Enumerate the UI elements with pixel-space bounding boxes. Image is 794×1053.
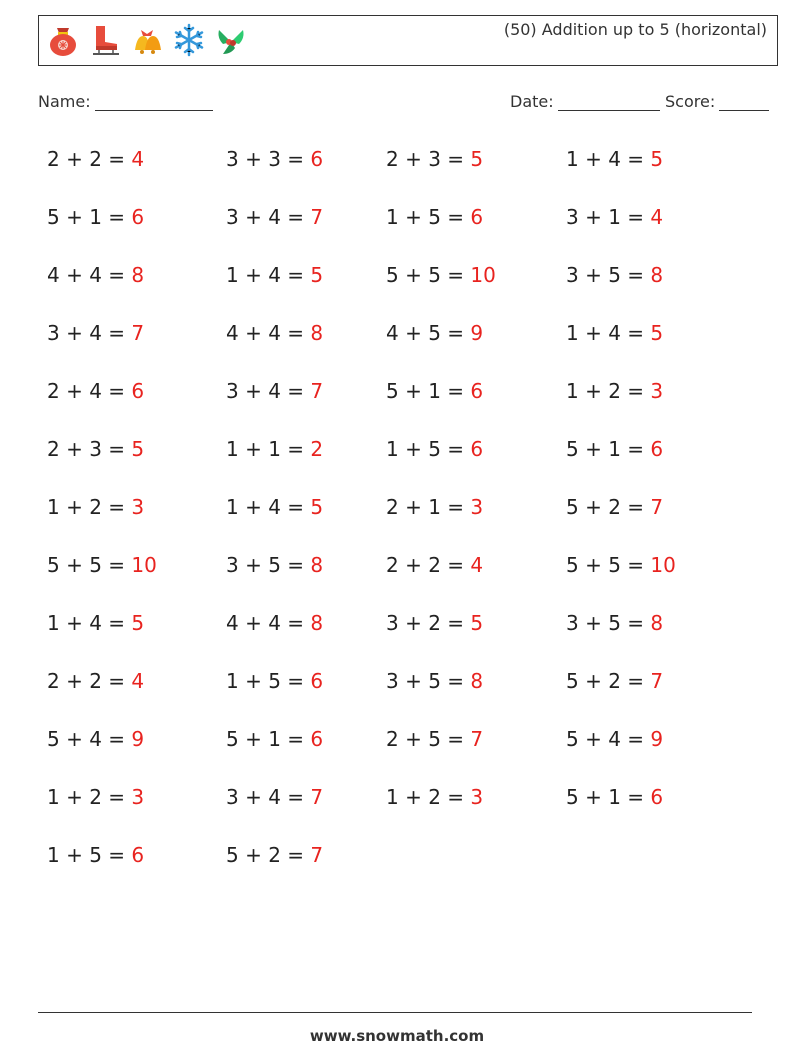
problem-item bbox=[566, 553, 676, 577]
problem-answer: 8 bbox=[650, 263, 664, 287]
problem-answer: 6 bbox=[131, 205, 145, 229]
problem-answer: 3 bbox=[650, 379, 664, 403]
problem-item bbox=[47, 669, 144, 693]
bells-icon bbox=[129, 22, 165, 58]
problem-item bbox=[47, 205, 144, 229]
problem-item bbox=[566, 727, 663, 751]
problem-expression: 5 + 1 = bbox=[566, 437, 651, 461]
problem-answer: 5 bbox=[131, 437, 145, 461]
problem-expression: 1 + 1 = bbox=[226, 437, 311, 461]
score-blank bbox=[719, 93, 769, 111]
problem-item bbox=[47, 379, 144, 403]
problem-answer: 5 bbox=[131, 611, 145, 635]
problem-answer: 6 bbox=[131, 843, 145, 867]
problem-item bbox=[47, 843, 144, 867]
score-label: Score: bbox=[665, 92, 716, 111]
problem-answer: 5 bbox=[310, 263, 324, 287]
problem-expression: 2 + 4 = bbox=[47, 379, 132, 403]
problem-item bbox=[226, 669, 323, 693]
worksheet-title: (50) Addition up to 5 (horizontal) bbox=[503, 20, 767, 39]
problem-expression: 1 + 2 = bbox=[386, 785, 471, 809]
problem-answer: 7 bbox=[310, 379, 324, 403]
problem-item bbox=[566, 785, 663, 809]
problem-expression: 5 + 4 = bbox=[47, 727, 132, 751]
problem-answer: 9 bbox=[650, 727, 664, 751]
problem-item bbox=[226, 379, 323, 403]
problem-item bbox=[47, 553, 157, 577]
problem-expression: 5 + 5 = bbox=[566, 553, 651, 577]
problem-expression: 5 + 1 = bbox=[566, 785, 651, 809]
problem-answer: 7 bbox=[131, 321, 145, 345]
problem-answer: 3 bbox=[131, 495, 145, 519]
problem-item bbox=[47, 437, 144, 461]
footer-url: www.snowmath.com bbox=[309, 1027, 485, 1045]
problem-answer: 6 bbox=[470, 437, 484, 461]
problem-expression: 2 + 2 = bbox=[386, 553, 471, 577]
problem-answer: 6 bbox=[310, 669, 324, 693]
problem-expression: 4 + 5 = bbox=[386, 321, 471, 345]
date-blank bbox=[558, 93, 660, 111]
problem-answer: 8 bbox=[470, 669, 484, 693]
problem-answer: 8 bbox=[310, 611, 324, 635]
problem-answer: 8 bbox=[310, 553, 324, 577]
problem-answer: 3 bbox=[470, 495, 484, 519]
problem-item bbox=[47, 727, 144, 751]
problem-expression: 1 + 5 = bbox=[386, 205, 471, 229]
problem-item bbox=[47, 263, 144, 287]
problem-expression: 3 + 4 = bbox=[226, 785, 311, 809]
problem-expression: 4 + 4 = bbox=[47, 263, 132, 287]
name-field bbox=[38, 92, 213, 111]
problem-answer: 10 bbox=[650, 553, 676, 577]
problem-expression: 1 + 5 = bbox=[47, 843, 132, 867]
problem-expression: 2 + 3 = bbox=[386, 147, 471, 171]
problem-answer: 5 bbox=[310, 495, 324, 519]
footer-divider bbox=[38, 1012, 752, 1013]
problem-expression: 5 + 4 = bbox=[566, 727, 651, 751]
problem-item bbox=[226, 727, 323, 751]
problem-item bbox=[47, 785, 144, 809]
snowflake-icon bbox=[171, 22, 207, 58]
problem-expression: 4 + 4 = bbox=[226, 611, 311, 635]
problem-expression: 3 + 2 = bbox=[386, 611, 471, 635]
problem-item bbox=[386, 379, 483, 403]
header-icons bbox=[45, 22, 249, 60]
problem-expression: 5 + 5 = bbox=[386, 263, 471, 287]
problem-answer: 5 bbox=[650, 321, 664, 345]
problem-answer: 2 bbox=[310, 437, 324, 461]
problem-item bbox=[386, 321, 483, 345]
problem-item bbox=[566, 669, 663, 693]
problem-answer: 3 bbox=[470, 785, 484, 809]
problem-expression: 5 + 2 = bbox=[226, 843, 311, 867]
problem-answer: 5 bbox=[470, 611, 484, 635]
problem-item bbox=[226, 611, 323, 635]
problem-expression: 2 + 5 = bbox=[386, 727, 471, 751]
problem-item bbox=[47, 611, 144, 635]
gift-sack-icon bbox=[45, 22, 81, 58]
problem-item bbox=[226, 205, 323, 229]
problem-item bbox=[226, 843, 323, 867]
problem-answer: 8 bbox=[131, 263, 145, 287]
problem-expression: 1 + 4 = bbox=[226, 263, 311, 287]
problem-expression: 2 + 2 = bbox=[47, 669, 132, 693]
problem-item bbox=[386, 437, 483, 461]
problem-item bbox=[226, 321, 323, 345]
problem-item bbox=[386, 669, 483, 693]
problem-item bbox=[566, 263, 663, 287]
problem-expression: 3 + 4 = bbox=[226, 379, 311, 403]
problem-answer: 7 bbox=[310, 205, 324, 229]
problem-answer: 9 bbox=[470, 321, 484, 345]
problem-answer: 7 bbox=[650, 495, 664, 519]
problem-item bbox=[226, 553, 323, 577]
problem-item bbox=[226, 495, 323, 519]
problem-item bbox=[566, 437, 663, 461]
name-blank bbox=[95, 93, 213, 111]
problem-item bbox=[566, 321, 663, 345]
problem-answer: 6 bbox=[470, 379, 484, 403]
problem-expression: 1 + 5 = bbox=[386, 437, 471, 461]
date-field bbox=[510, 92, 660, 111]
problem-answer: 8 bbox=[650, 611, 664, 635]
ice-skate-icon bbox=[87, 22, 123, 58]
worksheet-header bbox=[38, 15, 778, 66]
problem-item bbox=[386, 553, 483, 577]
problem-expression: 4 + 4 = bbox=[226, 321, 311, 345]
problem-expression: 1 + 4 = bbox=[566, 147, 651, 171]
problem-expression: 2 + 1 = bbox=[386, 495, 471, 519]
problem-item bbox=[386, 205, 483, 229]
problem-item bbox=[386, 785, 483, 809]
problem-item bbox=[386, 611, 483, 635]
holly-icon bbox=[213, 22, 249, 58]
problem-answer: 8 bbox=[310, 321, 324, 345]
problem-expression: 5 + 5 = bbox=[47, 553, 132, 577]
problem-answer: 6 bbox=[470, 205, 484, 229]
problem-item bbox=[47, 147, 144, 171]
problem-expression: 3 + 4 = bbox=[226, 205, 311, 229]
problem-item bbox=[566, 147, 663, 171]
problem-item bbox=[386, 263, 496, 287]
problem-expression: 2 + 3 = bbox=[47, 437, 132, 461]
problem-item bbox=[226, 147, 323, 171]
problem-answer: 7 bbox=[470, 727, 484, 751]
problem-expression: 3 + 5 = bbox=[226, 553, 311, 577]
problem-answer: 4 bbox=[650, 205, 664, 229]
problem-expression: 3 + 3 = bbox=[226, 147, 311, 171]
problem-expression: 3 + 5 = bbox=[386, 669, 471, 693]
problem-item bbox=[566, 379, 663, 403]
problem-expression: 1 + 4 = bbox=[226, 495, 311, 519]
problem-expression: 2 + 2 = bbox=[47, 147, 132, 171]
problem-item bbox=[566, 205, 663, 229]
problem-answer: 7 bbox=[310, 785, 324, 809]
problem-answer: 6 bbox=[131, 379, 145, 403]
problem-answer: 4 bbox=[470, 553, 484, 577]
problem-expression: 3 + 5 = bbox=[566, 611, 651, 635]
problem-answer: 6 bbox=[650, 785, 664, 809]
problem-answer: 3 bbox=[131, 785, 145, 809]
problem-answer: 5 bbox=[470, 147, 484, 171]
problem-item bbox=[47, 321, 144, 345]
problem-expression: 3 + 1 = bbox=[566, 205, 651, 229]
problem-answer: 10 bbox=[131, 553, 157, 577]
date-label: Date: bbox=[510, 92, 554, 111]
problem-expression: 3 + 5 = bbox=[566, 263, 651, 287]
problem-expression: 1 + 2 = bbox=[47, 785, 132, 809]
problem-item bbox=[47, 495, 144, 519]
problem-item bbox=[226, 785, 323, 809]
problem-answer: 6 bbox=[310, 147, 324, 171]
problem-answer: 7 bbox=[650, 669, 664, 693]
problem-answer: 10 bbox=[470, 263, 496, 287]
problem-item bbox=[386, 147, 483, 171]
problem-item bbox=[566, 611, 663, 635]
problem-item bbox=[226, 263, 323, 287]
problem-expression: 3 + 4 = bbox=[47, 321, 132, 345]
problem-expression: 5 + 1 = bbox=[386, 379, 471, 403]
problem-expression: 1 + 4 = bbox=[566, 321, 651, 345]
problem-answer: 5 bbox=[650, 147, 664, 171]
problem-answer: 4 bbox=[131, 147, 145, 171]
problem-expression: 5 + 1 = bbox=[226, 727, 311, 751]
problem-answer: 6 bbox=[650, 437, 664, 461]
score-field bbox=[665, 92, 769, 111]
problem-expression: 5 + 2 = bbox=[566, 669, 651, 693]
problem-expression: 5 + 2 = bbox=[566, 495, 651, 519]
problem-expression: 1 + 2 = bbox=[47, 495, 132, 519]
name-label: Name: bbox=[38, 92, 91, 111]
problem-expression: 1 + 5 = bbox=[226, 669, 311, 693]
problem-item bbox=[386, 727, 483, 751]
problem-answer: 7 bbox=[310, 843, 324, 867]
problem-expression: 1 + 2 = bbox=[566, 379, 651, 403]
problem-answer: 4 bbox=[131, 669, 145, 693]
problem-answer: 9 bbox=[131, 727, 145, 751]
problem-item bbox=[386, 495, 483, 519]
problem-answer: 6 bbox=[310, 727, 324, 751]
problem-item bbox=[566, 495, 663, 519]
problem-item bbox=[226, 437, 323, 461]
problem-expression: 5 + 1 = bbox=[47, 205, 132, 229]
problem-expression: 1 + 4 = bbox=[47, 611, 132, 635]
